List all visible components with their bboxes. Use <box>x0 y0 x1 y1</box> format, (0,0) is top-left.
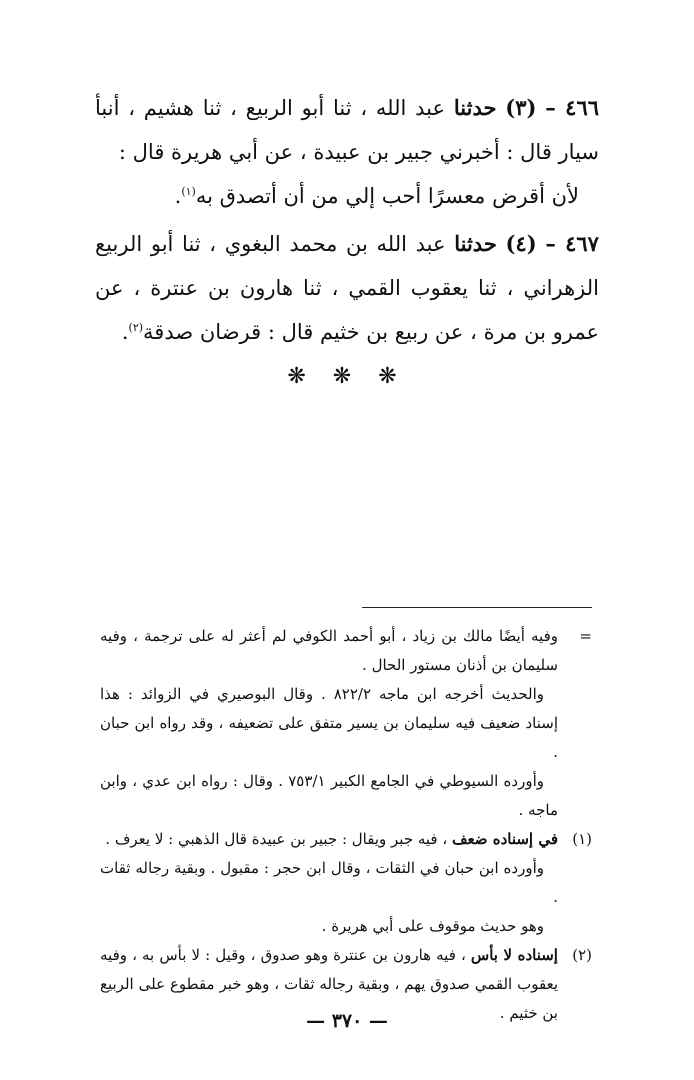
hadith-466 <box>95 86 599 218</box>
hadith-isnad: عبد الله بن محمد البغوي ، ثنا أبو الربيع الزهراني ، ثنا يعقوب القمي ، ثنا هارون بن عنترة ، عن عمرو بن مرة ، عن ربيع بن خثيم قال : قرضان صدقة <box>95 232 599 344</box>
footnote-continuation <box>100 767 592 825</box>
footnote-lead: إسناده لا بأس <box>470 946 558 964</box>
continuation-mark: = <box>579 627 592 645</box>
footnote-continuation <box>100 622 592 680</box>
footnote-line: وأورده ابن حبان في الثقات ، وقال ابن حجر : مقبول . وبقية رجاله ثقات . <box>100 859 558 906</box>
footnote-1 <box>100 825 592 854</box>
hadith-opening: حدثنا <box>454 231 497 256</box>
footnote-line: وفيه أيضًا مالك بن زياد ، أبو أحمد الكوفي لم أعثر له على ترجمة ، وفيه سليمان بن أذنان مستور الحال . <box>100 627 558 674</box>
hadith-order: (٣) <box>505 95 537 120</box>
footnotes <box>100 622 592 1028</box>
hadith-end: . <box>174 184 182 208</box>
main-text <box>95 86 599 389</box>
footnote-divider <box>362 607 592 608</box>
footnote-line: والحديث أخرجه ابن ماجه ٨٢٢/٢ . وقال البوصيري في الزوائد : هذا إسناد ضعيف فيه سليمان بن يسير متفق على تضعيفه ، وقد رواه ابن حبان . <box>100 685 558 761</box>
footnote-line: وأورده السيوطي في الجامع الكبير ٧٥٣/١ . وقال : رواه ابن عدي ، وابن ماجه . <box>100 772 558 819</box>
footnote-line: وهو حديث موقوف على أبي هريرة . <box>321 917 544 935</box>
hadith-order: (٤) <box>505 231 537 256</box>
footnote-mark: (١) <box>572 830 592 848</box>
hadith-isnad: عبد الله ، ثنا أبو الربيع ، ثنا هشيم ، أنبأ سيار قال : أخبرني جبير بن عبيدة ، عن أبي هريرة قال : <box>95 96 599 164</box>
hadith-number: ٤٦٧ – <box>545 231 599 256</box>
footnote-ref: (٢) <box>128 321 144 334</box>
hadith-opening: حدثنا <box>453 95 497 120</box>
footnote-text: ، فيه هارون بن عنترة وهو صدوق ، وقيل : لا بأس به ، وفيه يعقوب القمي صدوق يهم ، وبقية رجاله ثقات ، وهو خبر مقطوع على الربيع بن خثيم . <box>100 946 558 1022</box>
footnote-mark: (٢) <box>572 946 592 964</box>
footnote-lead: في إسناده ضعف <box>452 830 558 848</box>
footnote-continuation <box>100 680 592 767</box>
footnote-1-more <box>100 854 592 912</box>
page-number: — ٣٧٠ — <box>306 1010 388 1032</box>
hadith-467 <box>95 222 599 354</box>
hadith-end: . <box>121 320 129 344</box>
footnote-1-more <box>100 912 592 941</box>
hadith-number: ٤٦٦ – <box>545 95 600 120</box>
footnote-ref: (١) <box>181 185 196 198</box>
footnote-text: ، فيه جبر ويقال : جبير بن عبيدة قال الذهبي : لا يعرف . <box>105 830 448 848</box>
section-separator: ❋ ❋ ❋ <box>287 364 407 389</box>
hadith-matn: لأن أقرض معسرًا أحب إلي من أن أتصدق به <box>195 184 579 208</box>
